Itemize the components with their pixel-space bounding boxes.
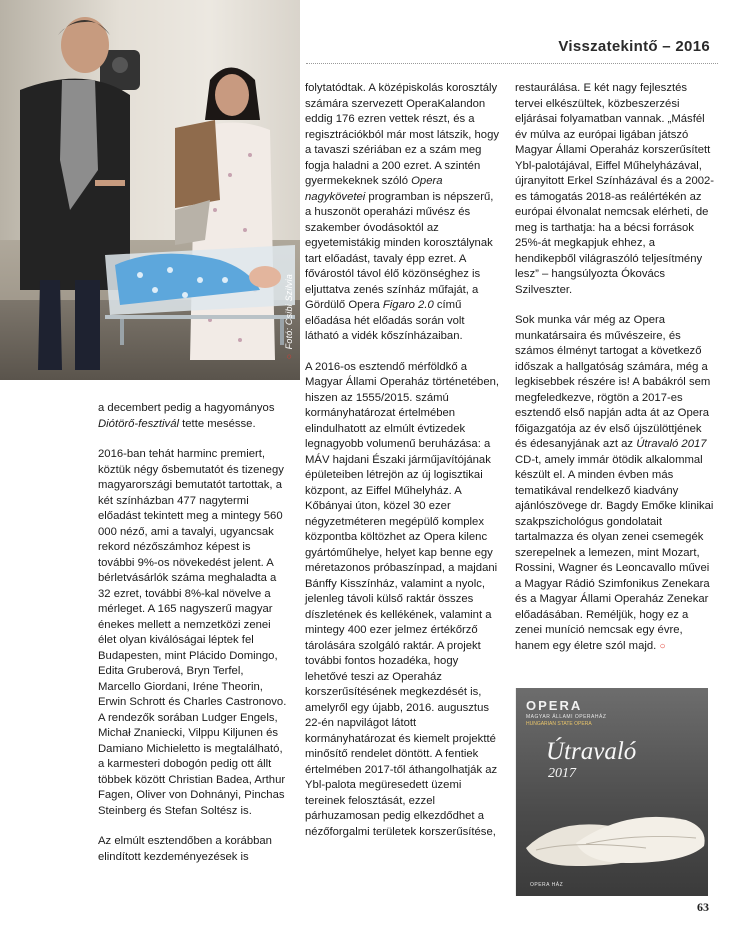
col2-p1-italic-1: Opera nagykövetei xyxy=(305,175,443,203)
col2-paragraph-2: A 2016-os esztendő mérföldkő a Magyar Állami Operaház történetében, hiszen az 1555/2015. számú kormányhatározat értelmében elindulhatott az elmúlt évtizedek legnagyobb volumenű beruházása: a MÁV hajdani Északi járműjavítójának épületeiben létrejön az új logisztikai központ, az Eiffel Műhelyház. A Kőbányai úton, közel 30 ezer négyzetméteren megépülő komplex központba költözhet az Opera kilenc gyártóműhelye, helyet kap benne egy méretazonos próbaszínpad, a majdani Bánffy Kisszínház, valamint a nyolc, jelenleg távoli külső raktár összes díszletének és kellékének, valamint a mintegy 400 ezer jelmez értékőrző tárolására szolgáló raktár. A projekt további fontos hozadéka, hogy lehetővé teszi az Operaház korszerűsítésének megkezdését is, amelyről egy újabb, 2016. augusztus 22-én napvilágot látott kormányhatározat és kiemelt projektté minősítő rendelet döntött. A fentiek értelmében 2017-től áthangolhatják az Ybl-palota megüresedett üzemi tereinek felosztását, ezzel párhuzamosan pedig elkezdődhet a nézőforgalmi területek korszerűsítése, xyxy=(305,360,500,838)
page-number: 63 xyxy=(697,900,709,914)
photo-credit xyxy=(284,274,294,362)
col3-p2-italic: Útravaló 2017 xyxy=(636,438,707,450)
col2-p1-text-a: folytatódtak. A középiskolás korosztály számára szervezett OperaKalandon eddig 176 ezren vettek részt, és a regisztrációkból már most látszik, hogy a tavaszi szériában ez a szám meg fogja haladni a 200 ezret. A szintén gyermekeknek szóló xyxy=(305,82,499,187)
col3-paragraph-1: restaurálása. E két nagy fejlesztés tervei elkészültek, közbeszerzési eljárásai folyamatban vannak. „Másfél év múlva az európai ligában játszó Magyar Állami Operaház korszerűsített Ybl-palotájával, Eiffel Műhelyházával, újranyitott Erkel Színházával és a 2002-es támogatás 2018-as reálértékén az európai élvonalat nemcsak elérheti, de meg is tarthatja: ha a bécsi források 25%-át megkapjuk ehhez, a hendikepből világraszóló teljesítmény lesz” – hangsúlyozta Ókovács Szilveszter. xyxy=(515,82,715,296)
col1-paragraph-3: Az elmúlt esztendőben a korábban elindított kezdeményezések is xyxy=(98,835,272,863)
cd-cover-slippers-illustration xyxy=(516,788,708,883)
col2-p1-text-b: programban is népszerű, a huszonöt operaházi művész és szakember óvodásoktól az egyetemistákig minden korosztálynak tart előadást, tavaly épp ezret. A fővárostól távol élő közönséghez is eljuttatva zenés színház műfaját, a Gördülő Opera xyxy=(305,190,494,311)
photo-bassinet xyxy=(100,235,300,345)
cd-cover-year: 2017 xyxy=(548,766,576,781)
col1-p1-text-b: tette mesésse. xyxy=(179,417,256,430)
col2-p1-text-c: című előadása hét előadás során volt látható a vidék kőszínházaiban. xyxy=(305,299,465,342)
cd-cover-brand: OPERA xyxy=(526,698,583,713)
cd-cover-label: OPERA HÁZ xyxy=(530,882,564,888)
col2-p1-italic-2: Figaro 2.0 xyxy=(382,299,434,311)
text-column-2 xyxy=(305,81,501,840)
cd-cover-title: Útravaló xyxy=(546,738,637,765)
col1-p1-text-a: a decembert pedig a hagyományos xyxy=(98,402,275,414)
col1-paragraph-1 xyxy=(98,401,288,432)
text-column-3 xyxy=(515,81,715,654)
col3-p2-text-a: Sok munka vár még az Opera munkatársaira és művészeire, és számos élményt tartogat a következő időszak a hallgatóság számára, még a legkisebbek részére is! A babákról sem megfeledkezve, rögtön a 2017-es esztendő első napján adta át az Opera főigazgatója az év első újszülöttjének és édesanyjának azt az xyxy=(515,314,711,450)
cd-cover-brand-sub2: HUNGARIAN STATE OPERA xyxy=(526,721,592,727)
photo-credit-text: Fotó: Csibi Szilvia xyxy=(284,273,294,350)
text-column-1 xyxy=(98,401,288,865)
photo-credit-bullet: ○ xyxy=(284,351,294,362)
running-head: Visszatekintő – 2016 xyxy=(558,38,710,55)
col3-p2-text-b: CD-t, amely immár ötödik alkalommal készült el. A minden évben más tematikával rendelkező kiadvány ajánlószövege dr. Bagdy Emőke klinikai szakpszichológus gondolatait tartalmazza és olyan zenei csemegék szerepelnek a lemezen, mint Mozart, Rossini, Wagner és Leoncavallo művei a Magyar Rádió Szimfonikus Zenekara és a Magyar Állami Operaház Zenekar előadásában. Reméljük, hogy ez a zenei muníció nemcsak egy évre, hanem egy életre szól majd. xyxy=(515,453,714,652)
col1-paragraph-2: 2016-ban tehát harminc premiert, köztük négy ősbemutatót és tizenegy magyarországi bemutatót tartottak, a két színházban 477 nagytermi előadást tekintett meg a mintegy 560 000 néző, ami a tavalyi, ugyancsak rekord nézőszámhoz képest is további 9%-os növekedést jelent. A bérletvásárlók száma meghaladta a 32 ezret, további 8%-kal növelve a mérleget. A 165 nagyszerű magyar énekes mellett a nemzetközi zenei élet olyan kiválóságai léptek fel Budapesten, mint Plácido Domingo, Edita Gruberová, Bryn Terfel, Marcello Giordani, Iréne Theorin, Erwin Schrott és Charles Castronovo. A rendezők sorában Ludger Engels, Michał Znaniecki, Vilppu Kiljunen és Damiano Michieletto is megtalálható, a karmesteri dobogón pedig ott állt többek között Christian Badea, Arthur Fagen, Oliver von Dohnányi, Pinchas Steinberg és Stefan Soltész is. xyxy=(98,448,287,817)
end-mark-icon: ○ xyxy=(659,640,666,652)
col3-paragraph-2 xyxy=(515,313,715,654)
hero-photo xyxy=(0,0,300,380)
cd-cover-brand-sub: MAGYAR ÁLLAMI OPERAHÁZ xyxy=(526,714,607,720)
col2-paragraph-1 xyxy=(305,81,501,345)
header-rule xyxy=(306,63,718,64)
col1-p1-italic: Diótörő-fesztivál xyxy=(98,417,179,430)
cd-cover-image xyxy=(515,688,708,896)
